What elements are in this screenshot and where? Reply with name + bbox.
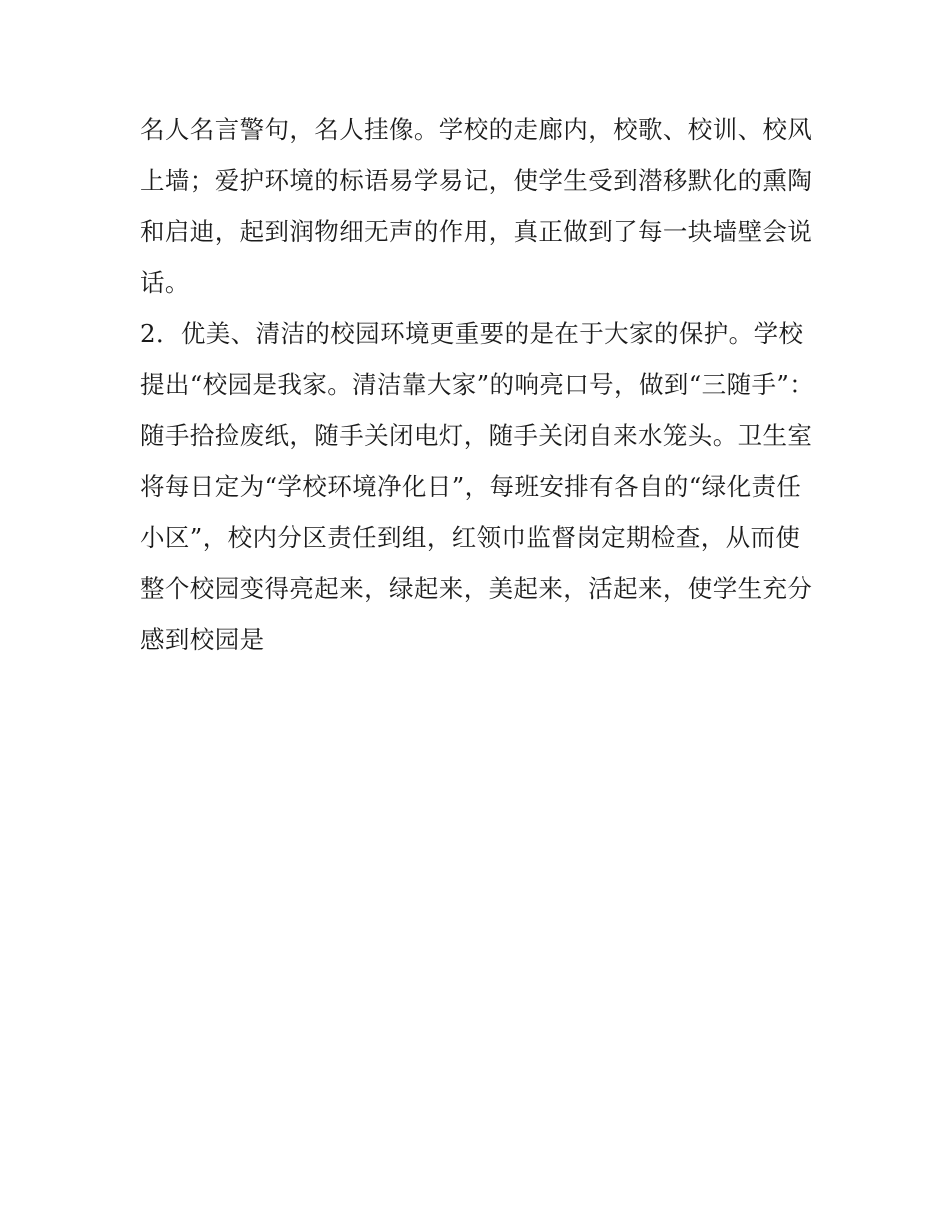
text-line-10: 整个校园变得亮起来，绿起来，美起来，活起来，使学生充分 (140, 574, 813, 603)
text-line-7: 随手拾捡废纸，随手关闭电灯，随手关闭自来水笼头。卫生室 (140, 421, 813, 450)
text-line-4: 话。 (140, 268, 190, 297)
text-line-8: 将每日定为“学校环境净化日”，每班安排有各自的“绿化责任 (140, 472, 802, 501)
text-line-6: 提出“校园是我家。清洁靠大家”的响亮口号，做到“三随手”： (140, 370, 815, 399)
text-line-3: 和启迪，起到润物细无声的作用，真正做到了每一块墙壁会说 (140, 217, 813, 246)
text-line-9: 小区”，校内分区责任到组，红领巾监督岗定期检查，从而使 (140, 523, 801, 552)
text-line-1: 名人名言警句，名人挂像。学校的走廊内，校歌、校训、校风 (140, 115, 813, 144)
text-line-11: 感到校园是 (140, 625, 265, 654)
body-text (140, 104, 820, 665)
text-line-5: 2．优美、清洁的校园环境更重要的是在于大家的保护。学校 (140, 319, 804, 348)
text-line-2: 上墙；爱护环境的标语易学易记，使学生受到潜移默化的熏陶 (140, 166, 813, 195)
